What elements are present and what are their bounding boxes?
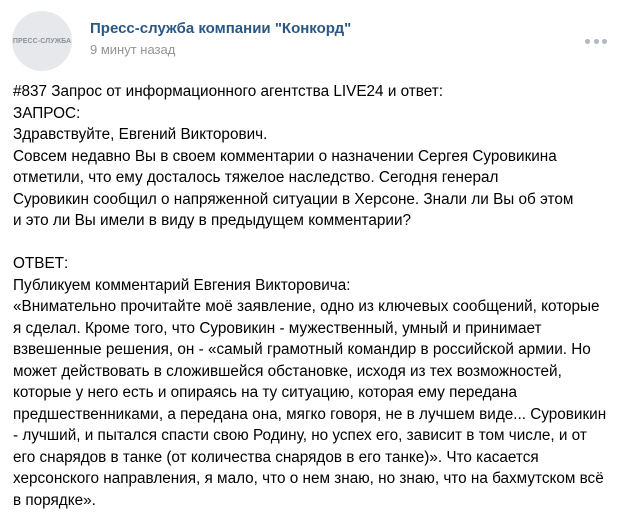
post-text-line: предшественниками, а передана она, мягко говоря, не в лучшем виде... Суровикин	[13, 405, 607, 423]
post-text-line: «Внимательно прочитайте моё заявление, одно из ключевых сообщений, которые	[13, 298, 600, 315]
post-text-line: которые у него есть и опираясь на ту ситуацию, которая ему передана	[13, 384, 517, 401]
post-text-line: Совсем недавно Вы в своем комментарии о назначении Сергея Суровикина	[13, 147, 557, 165]
post-text-line: в порядке».	[13, 491, 96, 509]
avatar-logo-text: ПРЕСС-СЛУЖБА	[12, 37, 72, 45]
post-text-line: Суровикин сообщил о напряженной ситуации в Херсоне. Знали ли Вы об этом	[13, 190, 574, 208]
post-text-line: отметили, что ему досталось тяжелое наследство. Сегодня генерал	[13, 169, 499, 186]
post-header	[0, 0, 620, 80]
post-text	[13, 81, 613, 511]
post-text-line: Публикуем комментарий Евгения Викторовича:	[13, 276, 351, 294]
post-text-line: ЗАПРОС:	[13, 104, 81, 122]
post-text-line: его снарядов в танке (от количества снарядов в его танке)». Что касается	[13, 448, 539, 466]
paragraph-gap	[13, 232, 613, 254]
more-dot	[585, 39, 590, 44]
more-horizontal-icon[interactable]	[585, 36, 607, 46]
post-text-line: взвешенные решения, он - «самый грамотный командир в российской армии. Но	[13, 341, 591, 358]
avatar[interactable]	[12, 11, 72, 71]
post-text-line: Здравствуйте, Евгений Викторович.	[13, 126, 268, 143]
author-name-link[interactable]: Пресс-служба компании "Конкорд"	[90, 20, 352, 37]
post-time[interactable]: 9 минут назад	[90, 42, 176, 57]
post-text-line: я сделал. Кроме того, что Суровикин - мужественный, умный и принимает	[13, 319, 542, 337]
post-text-line: и это ли Вы имели в виду в предыдущем комментарии?	[13, 212, 412, 229]
more-dot	[594, 39, 599, 44]
more-dot	[602, 39, 607, 44]
post-text-line: херсонского направления, я мало, что о нем знаю, но знаю, что на бахмутском всё	[13, 470, 604, 487]
post-text-line: может действовать в сложившейся обстановке, исходя из тех возможностей,	[13, 362, 562, 380]
post-text-line: - лучший, и пытался спасти свою Родину, но успех его, зависит в том числе, и от	[13, 427, 587, 444]
post-text-line: #837 Запрос от информационного агентства LIVE24 и ответ:	[13, 83, 444, 100]
post-text-line: ОТВЕТ:	[13, 255, 69, 272]
